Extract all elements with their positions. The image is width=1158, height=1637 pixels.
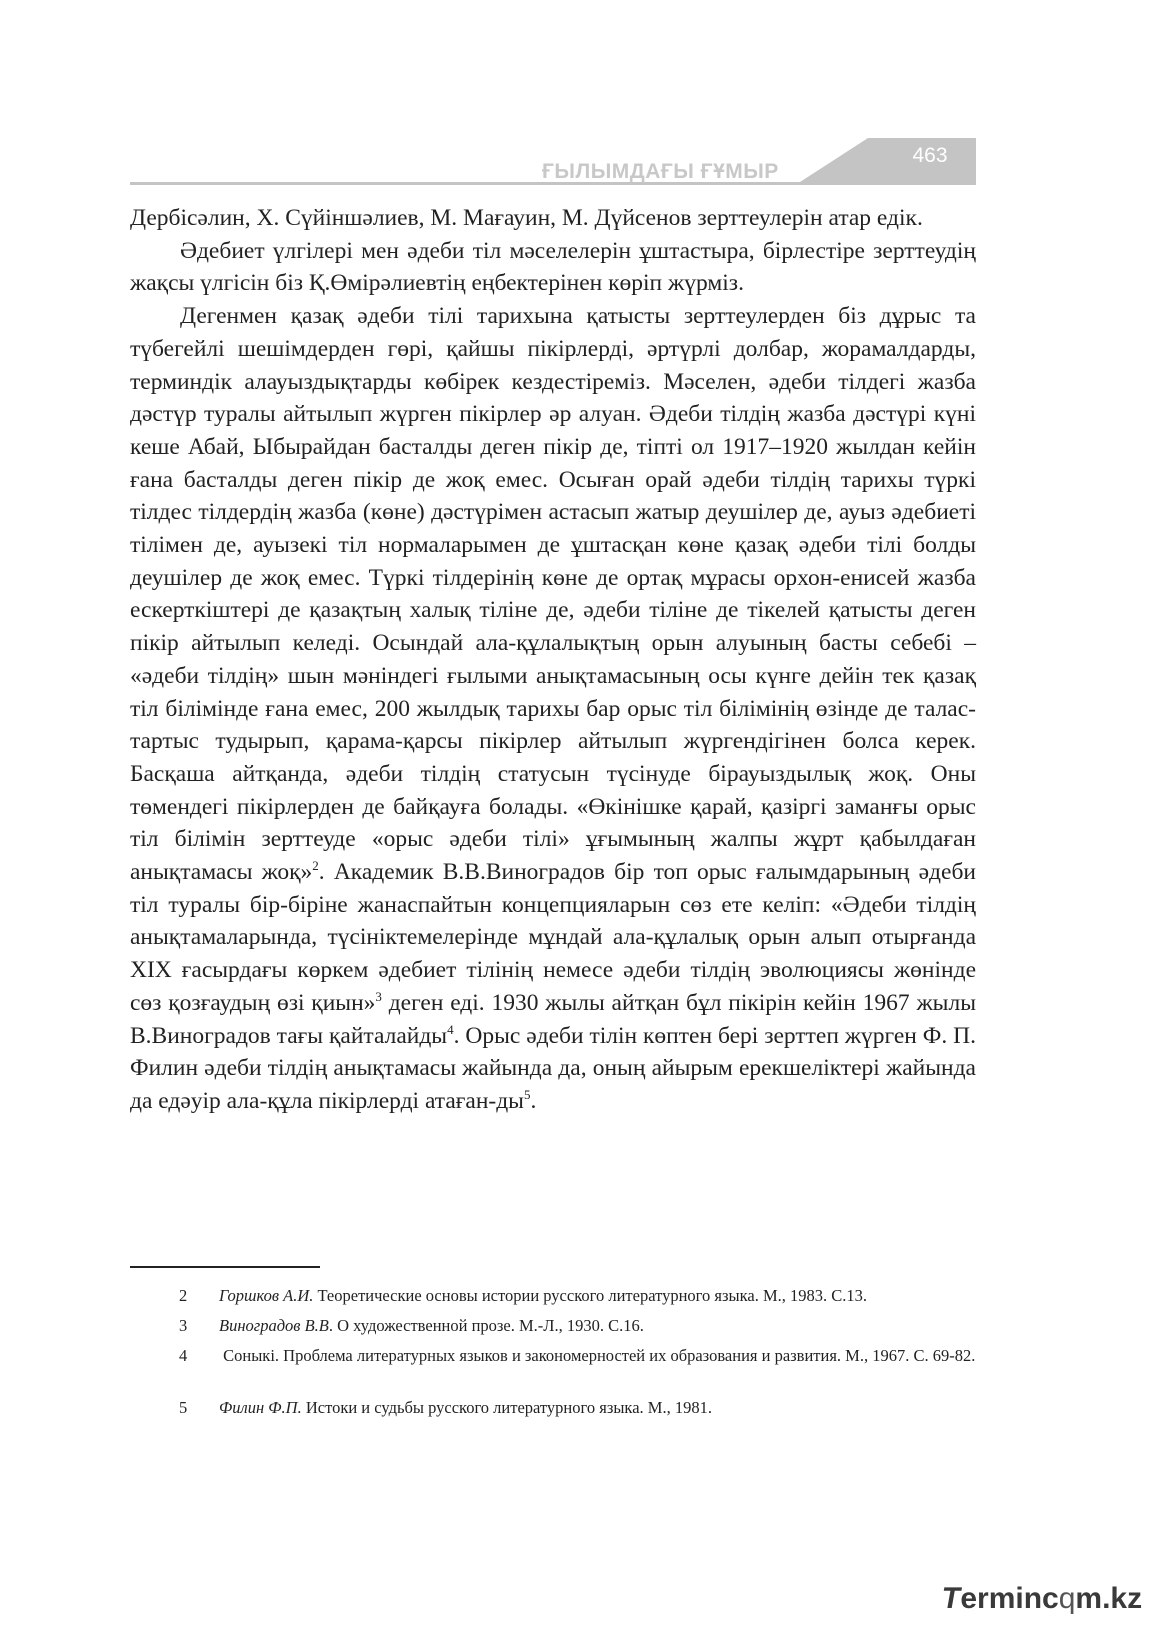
footnote-2 xyxy=(130,1284,976,1308)
watermark-letter: T xyxy=(939,1582,964,1615)
watermark-text: erminc xyxy=(960,1582,1059,1615)
footnote-text: Соныкі. Проблема литературных языков и закономерностей их образования и развития. М., 1967. С. 69-82. xyxy=(219,1346,976,1365)
footnote-number: 4 xyxy=(179,1346,188,1365)
watermark-magnifier-icon: q xyxy=(1058,1582,1076,1615)
running-header xyxy=(130,138,976,188)
watermark-logo xyxy=(939,1582,1143,1616)
footnote-author: Филин Ф.П. xyxy=(219,1398,302,1417)
paragraph-3-part-b: . Академик В.В.Виноградов бір топ орыс ғалымдарының әдеби тіл туралы бір-біріне жанаспайтын концепцияларын сөз ете келіп: «Әдеби тілдің анықтамаларында, түсініктемелерінде мұндай ала-құлалық орын алып отырғанда XIX ғасырдағы көркем әдебиет тілінің немесе әдеби тілдің эволюциясы жөнінде сөз қозғаудың өзі қиын» xyxy=(130,859,976,1016)
footnote-5 xyxy=(130,1396,976,1420)
paragraph-3-part-a: Дегенмен қазақ әдеби тілі тарихына қатысты зерттеулерден біз дұрыс та түбегейлі шешімдерден гөрі, қайшы пікірлерді, әртүрлі долбар, жорамалдарды, терминдік алауыздықтарды көбірек кездестіреміз. Мәселен, әдеби тілдегі жазба дәстүр туралы айтылып жүрген пікірлер әр алуан. Әдеби тілдің жазба дәстүрі күні кеше Абай, Ыбырайдан басталды деген пікір де, тіпті ол 1917–1920 жылдан кейін ғана басталды деген пікір де жоқ емес. Осыған орай әдеби тілдің тарихы түркі тілдес тілдердің жазба (көне) дәстүрімен астасып жатыр деушілер де, ауыз әдебиеті тілімен де, ауызекі тіл нормаларымен де ұштасқан көне қазақ әдеби тілі болды деушілер де жоқ емес. Түркі тілдерінің көне де ортақ мұрасы орхон-енисей жазба ескерткіштері де қазақтың халық тіліне де, әдеби тіліне де тікелей қатысты деген пікір айтылып келеді. Осындай ала-құлалықтың орын алуының басты себебі – «әдеби тілдің» шын мәніндегі ғылыми анықтамасының осы күнге дейін тек қазақ тіл білімінде ғана емес, 200 жылдық тарихы бар орыс тіл білімінің өзінде де талас-тартыс тудырып, қарама-қарсы пікірлер айтылып жүргендігінен болса керек. Басқаша айтқанда, әдеби тілдің статусын түсінуде бірауыздылық жоқ. Оны төмендегі пікірлерден де байқауға болады. «Өкінішке қарай, қазіргі заманғы орыс тіл білімін зерттеуде «орыс әдеби тілі» ұғымының жалпы жұрт қабылдаған анықтамасы жоқ» xyxy=(130,303,976,886)
paragraph-2: Әдебиет үлгілері мен әдеби тіл мәселелерін ұштастыра, бірлестіре зерттеудің жақсы үлгісін біз Қ.Өмірәлиевтің еңбектерінен көріп жүрміз. xyxy=(130,237,976,297)
body-text xyxy=(130,202,976,1118)
footnote-ref-2: 2 xyxy=(312,858,319,874)
footnote-text: Истоки и судьбы русского литературного языка. М., 1981. xyxy=(301,1398,712,1417)
footnotes xyxy=(130,1284,976,1426)
page-number: 463 xyxy=(912,144,948,167)
footnote-ref-3: 3 xyxy=(375,989,382,1005)
footnote-number: 3 xyxy=(179,1316,188,1335)
footnote-number: 2 xyxy=(179,1286,188,1305)
footnote-3 xyxy=(130,1314,976,1338)
section-title: ҒЫЛЫМДАҒЫ ҒҰМЫР xyxy=(542,160,779,183)
footnote-author: Виноградов В.В xyxy=(219,1316,329,1335)
paragraph-3 xyxy=(130,300,976,1118)
paragraph-1: Дербісәлин, Х. Сүйіншәлиев, М. Мағауин, М. Дүйсенов зерттеулерін атар едік. xyxy=(130,205,923,231)
footnote-text: . О художественной прозе. М.-Л., 1930. С.16. xyxy=(328,1316,644,1335)
footnote-author: Горшков А.И. xyxy=(219,1286,314,1305)
paragraph-3-part-d: . Орыс әдеби тілін көптен бері зерттеп жүрген Ф. П. Филин әдеби тілдің анықтамасы жайында да, оның айырым ерекшеліктері жайында да едәуір ала-құла пікірлерді атаған-ды xyxy=(130,1022,976,1114)
footnote-text: Теоретические основы истории русского литературного языка. М., 1983. С.13. xyxy=(313,1286,867,1305)
paragraph-3-part-e: . xyxy=(530,1087,537,1114)
footnote-separator xyxy=(130,1266,320,1268)
paragraph-3-part-c: деген еді. 1930 жылы айтқан бұл пікірін кейін 1967 жылы В.Виноградов тағы қайталайды xyxy=(130,989,976,1049)
footnote-ref-4: 4 xyxy=(447,1021,454,1037)
footnote-number: 5 xyxy=(179,1398,188,1417)
watermark-domain: m.kz xyxy=(1075,1582,1143,1615)
footnote-4 xyxy=(130,1344,976,1368)
footnote-ref-5: 5 xyxy=(523,1087,531,1103)
